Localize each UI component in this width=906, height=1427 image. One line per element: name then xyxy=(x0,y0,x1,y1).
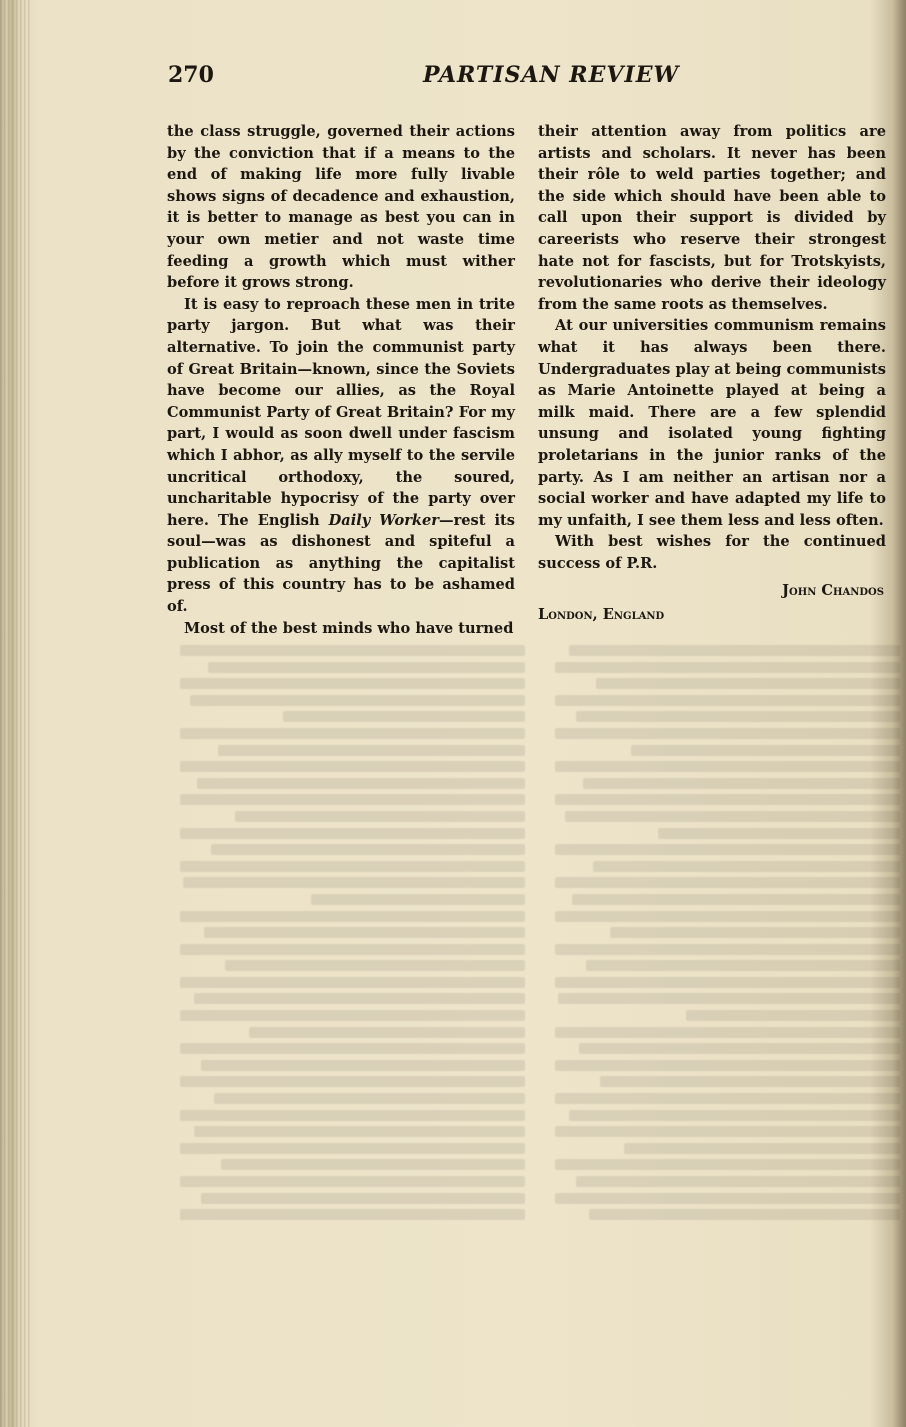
show-through-line xyxy=(180,977,525,988)
show-through-line xyxy=(569,1110,900,1121)
show-through-line xyxy=(208,662,525,673)
show-through-line xyxy=(180,761,525,772)
show-through-line xyxy=(565,811,900,822)
left-column xyxy=(167,121,515,639)
show-through-line xyxy=(555,1027,900,1038)
show-through-line xyxy=(180,645,525,656)
show-through-line xyxy=(555,977,900,988)
show-through-line xyxy=(555,1060,900,1071)
paragraph: Most of the best minds who have turned xyxy=(184,619,514,637)
show-through-line xyxy=(311,894,525,905)
show-through-line xyxy=(225,960,525,971)
show-through-line xyxy=(555,662,900,673)
show-through-line xyxy=(555,695,900,706)
show-through-line xyxy=(204,927,525,938)
show-through-line xyxy=(180,1143,525,1154)
show-through-line xyxy=(180,861,525,872)
show-through-line xyxy=(558,993,900,1004)
show-through-line xyxy=(194,993,525,1004)
show-through-line xyxy=(180,1176,525,1187)
show-through-line xyxy=(180,944,525,955)
show-through-line xyxy=(555,728,900,739)
show-through-line xyxy=(215,1093,526,1104)
show-through-column xyxy=(180,640,525,1226)
show-through-line xyxy=(555,761,900,772)
show-through-line xyxy=(194,1126,525,1137)
show-through-line xyxy=(180,828,525,839)
show-through-line xyxy=(596,678,900,689)
show-through-line xyxy=(180,678,525,689)
show-through-line xyxy=(180,1110,525,1121)
show-through-line xyxy=(576,1176,900,1187)
show-through-line xyxy=(555,877,900,888)
show-through-line xyxy=(180,728,525,739)
show-through-column xyxy=(555,640,900,1226)
show-through-line xyxy=(180,1043,525,1054)
show-through-line xyxy=(555,794,900,805)
show-through-line xyxy=(555,911,900,922)
show-through-line xyxy=(686,1010,900,1021)
running-head xyxy=(168,62,763,96)
show-through-line xyxy=(235,811,525,822)
show-through-line xyxy=(555,1126,900,1137)
journal-title: PARTISAN REVIEW xyxy=(423,62,680,88)
show-through-line xyxy=(180,911,525,922)
show-through-line xyxy=(631,745,900,756)
paragraph: With best wishes for the continued success of P.R. xyxy=(538,533,886,572)
show-through-line xyxy=(590,1209,901,1220)
show-through-line xyxy=(180,1209,525,1220)
paragraph: the class struggle, governed their actions by the conviction that if a means to the end of making life more fully livable shows signs of decadence and exhaustion, it is better to manage as best you can in your own metier and not waste time feeding a growth which must wither before it grows strong. xyxy=(167,123,515,292)
show-through-line xyxy=(180,1076,525,1087)
page-number: 270 xyxy=(168,62,214,88)
show-through-line xyxy=(180,1010,525,1021)
show-through-line xyxy=(583,778,900,789)
show-through-line xyxy=(555,944,900,955)
show-through-line xyxy=(201,1193,525,1204)
book-spine-shadow xyxy=(0,0,30,1427)
show-through-line xyxy=(197,778,525,789)
show-through-line xyxy=(593,861,900,872)
show-through-line xyxy=(221,1159,525,1170)
show-through-line xyxy=(579,1043,900,1054)
show-through-line xyxy=(610,927,900,938)
show-through-line xyxy=(555,1159,900,1170)
paragraph xyxy=(167,294,515,618)
show-through-line xyxy=(180,794,525,805)
show-through-line xyxy=(624,1143,900,1154)
paragraph: At our universities communism remains what it has always been there. Undergraduates play at being communists as Marie Antoinette played at being a milk maid. There are a few splendid unsung and isolated young fighting proletarians in the junior ranks of the party. As I am neither an artisan nor a social worker and have adapted my life to my unfaith, I see them less and less often. xyxy=(538,317,886,529)
show-through-line xyxy=(555,844,900,855)
author-location: London, England xyxy=(538,606,665,624)
right-column xyxy=(538,121,886,626)
paragraph-text: —rest its soul—was as dishonest and spiteful a publication as anything the capitalist press of this country has to be ashamed of. xyxy=(167,511,515,616)
show-through-line xyxy=(586,960,900,971)
author-signature: John Chandos xyxy=(782,582,884,600)
show-through-line xyxy=(190,695,525,706)
show-through-line xyxy=(555,1093,900,1104)
show-through-line xyxy=(218,745,525,756)
show-through-text xyxy=(160,640,900,1420)
paragraph: their attention away from politics are artists and scholars. It never has been their rôle to weld parties together; and the side which should have been able to call upon their support is divided by careerists who reserve their strongest hate not for fascists, but for Trotskyists, revolutionaries who derive their ideology from the same roots as themselves. xyxy=(538,123,886,313)
show-through-line xyxy=(183,877,525,888)
show-through-line xyxy=(659,828,901,839)
show-through-line xyxy=(572,894,900,905)
publication-title: Daily Worker xyxy=(328,511,439,529)
show-through-line xyxy=(211,844,525,855)
show-through-line xyxy=(576,711,900,722)
show-through-line xyxy=(555,1193,900,1204)
show-through-line xyxy=(249,1027,525,1038)
paragraph-text: It is easy to reproach these men in trite party jargon. But what was their alternative. To join the communist party of Great Britain—known, since the Soviets have become our allies, as the Royal Communist Party of Great Britain? For my part, I would as soon dwell under fascism which I abhor, as ally myself to the servile uncritical orthodoxy, the soured, uncharitable hypocrisy of the party over here. The English xyxy=(167,295,515,529)
show-through-line xyxy=(600,1076,900,1087)
show-through-line xyxy=(201,1060,525,1071)
show-through-line xyxy=(284,711,526,722)
show-through-line xyxy=(569,645,900,656)
